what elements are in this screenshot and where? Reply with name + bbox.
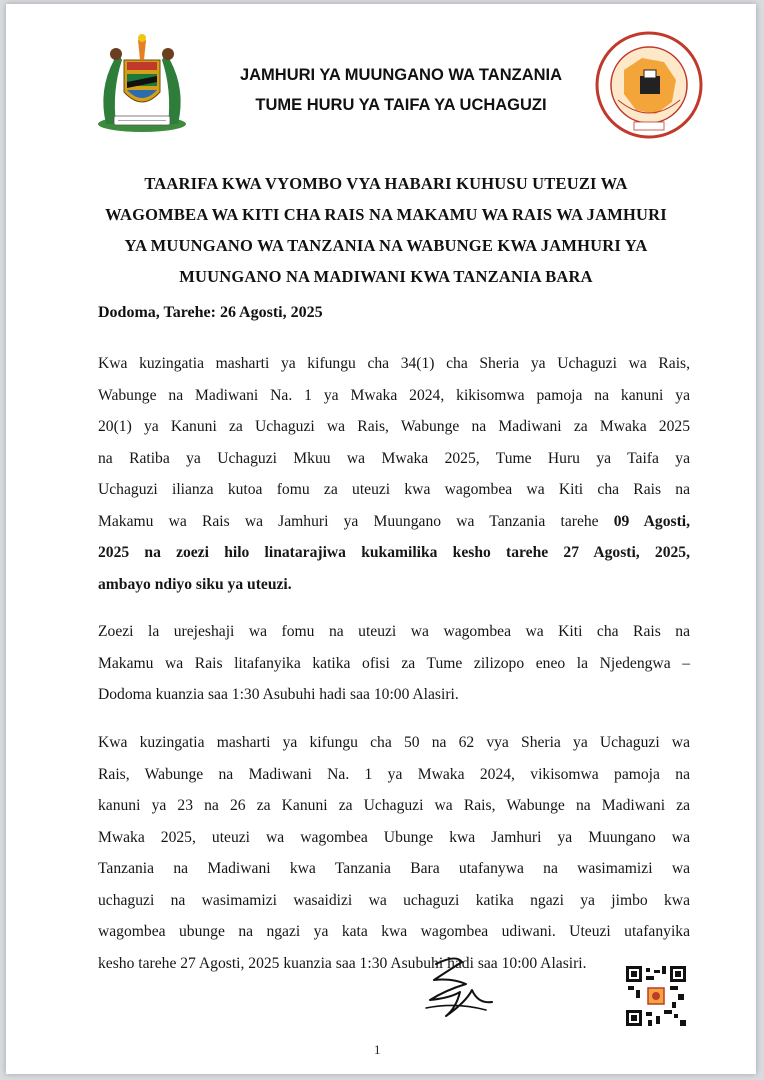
coat-of-arms-logo [92, 30, 192, 134]
paragraph-line: Kwa kuzingatia masharti ya kifungu cha 50 na 62 vya Sheria ya Uchaguzi wa [98, 734, 690, 751]
title-line: YA MUUNGANO WA TANZANIA NA WABUNGE KWA JAMHURI YA [124, 236, 648, 255]
paragraph-line: kesho tarehe 27 Agosti, 2025 kuanzia saa 1:30 Asubuhi hadi saa 10:00 Alasiri. [98, 954, 587, 972]
letterhead [6, 4, 756, 144]
bold-text: ambayo ndiyo siku ya uteuzi. [98, 575, 292, 593]
paragraph-line: Dodoma kuanzia saa 1:30 Asubuhi hadi saa 10:00 Alasiri. [98, 686, 459, 703]
election-commission-seal-logo [594, 30, 704, 140]
paragraph-line: Kwa kuzingatia masharti ya kifungu cha 34(1) cha Sheria ya Uchaguzi wa Rais, [98, 355, 690, 372]
paragraph-line: Zoezi la urejeshaji wa fomu na uteuzi wa wagombea wa Kiti cha Rais na [98, 623, 690, 640]
paragraph-line: uchaguzi na wasimamizi wasaidizi wa uchaguzi katika ngazi ya jimbo kwa [98, 891, 690, 909]
paragraph-2 [98, 616, 690, 711]
title-line: WAGOMBEA WA KITI CHA RAIS NA MAKAMU WA RAIS WA JAMHURI [105, 205, 667, 224]
paragraph-line: Wabunge na Madiwani Na. 1 ya Mwaka 2024, kikisomwa pamoja na kanuni ya [98, 386, 690, 404]
paragraph-line: na Ratiba ya Uchaguzi Mkuu wa Mwaka 2025, Tume Huru ya Taifa ya [98, 449, 690, 467]
bold-text: 2025 na zoezi hilo linatarajiwa kukamilika kesho tarehe 27 Agosti, 2025, [98, 544, 690, 561]
paragraph-line-mixed [98, 506, 690, 538]
paragraph-line: Mwaka 2025, uteuzi wa wagombea Ubunge kwa Jamhuri ya Muungano wa [98, 828, 690, 846]
paragraph-3 [98, 727, 690, 979]
paragraph-line: 20(1) ya Kanuni za Uchaguzi wa Rais, Wabunge na Madiwani za Mwaka 2025 [98, 418, 690, 435]
paragraph-line [98, 569, 690, 601]
paragraph-line: Makamu wa Rais litafanyika katika ofisi za Tume zilizopo eneo la Njedengwa – [98, 654, 690, 672]
letterhead-line-2: TUME HURU YA TAIFA YA UCHAGUZI [255, 96, 547, 114]
date-line: Dodoma, Tarehe: 26 Agosti, 2025 [98, 304, 323, 321]
paragraph-text: Makamu wa Rais wa Jamhuri ya Muungano wa Tanzania tarehe [98, 512, 614, 530]
paragraph-line: Uchaguzi ilianza kutoa fomu za uteuzi kwa wagombea wa Kiti cha Rais na [98, 481, 690, 498]
paragraph-line: wagombea ubunge na ngazi ya kata kwa wagombea udiwani. Uteuzi utafanyika [98, 923, 690, 940]
qr-code-image [626, 966, 686, 1026]
letterhead-line-1: JAMHURI YA MUUNGANO WA TANZANIA [239, 66, 563, 84]
page-number: 1 [374, 1042, 381, 1057]
press-release-title [76, 168, 696, 292]
paragraph-line [98, 537, 690, 569]
paragraph-1 [98, 348, 690, 600]
bold-date: 09 Agosti, [613, 512, 690, 530]
title-line: TAARIFA KWA VYOMBO VYA HABARI KUHUSU UTEUZI WA [144, 174, 628, 193]
paragraph-line: kanuni ya 23 na 26 za Kanuni za Uchaguzi wa Rais, Wabunge na Madiwani za [98, 797, 690, 814]
document-page [6, 4, 756, 1074]
paragraph-line: Tanzania na Madiwani kwa Tanzania Bara utafanywa na wasimamizi wa [98, 860, 690, 877]
handwritten-signature [416, 950, 496, 1022]
paragraph-line: Rais, Wabunge na Madiwani Na. 1 ya Mwaka 2024, vikisomwa pamoja na [98, 765, 690, 783]
title-line: MUUNGANO NA MADIWANI KWA TANZANIA BARA [179, 267, 593, 286]
